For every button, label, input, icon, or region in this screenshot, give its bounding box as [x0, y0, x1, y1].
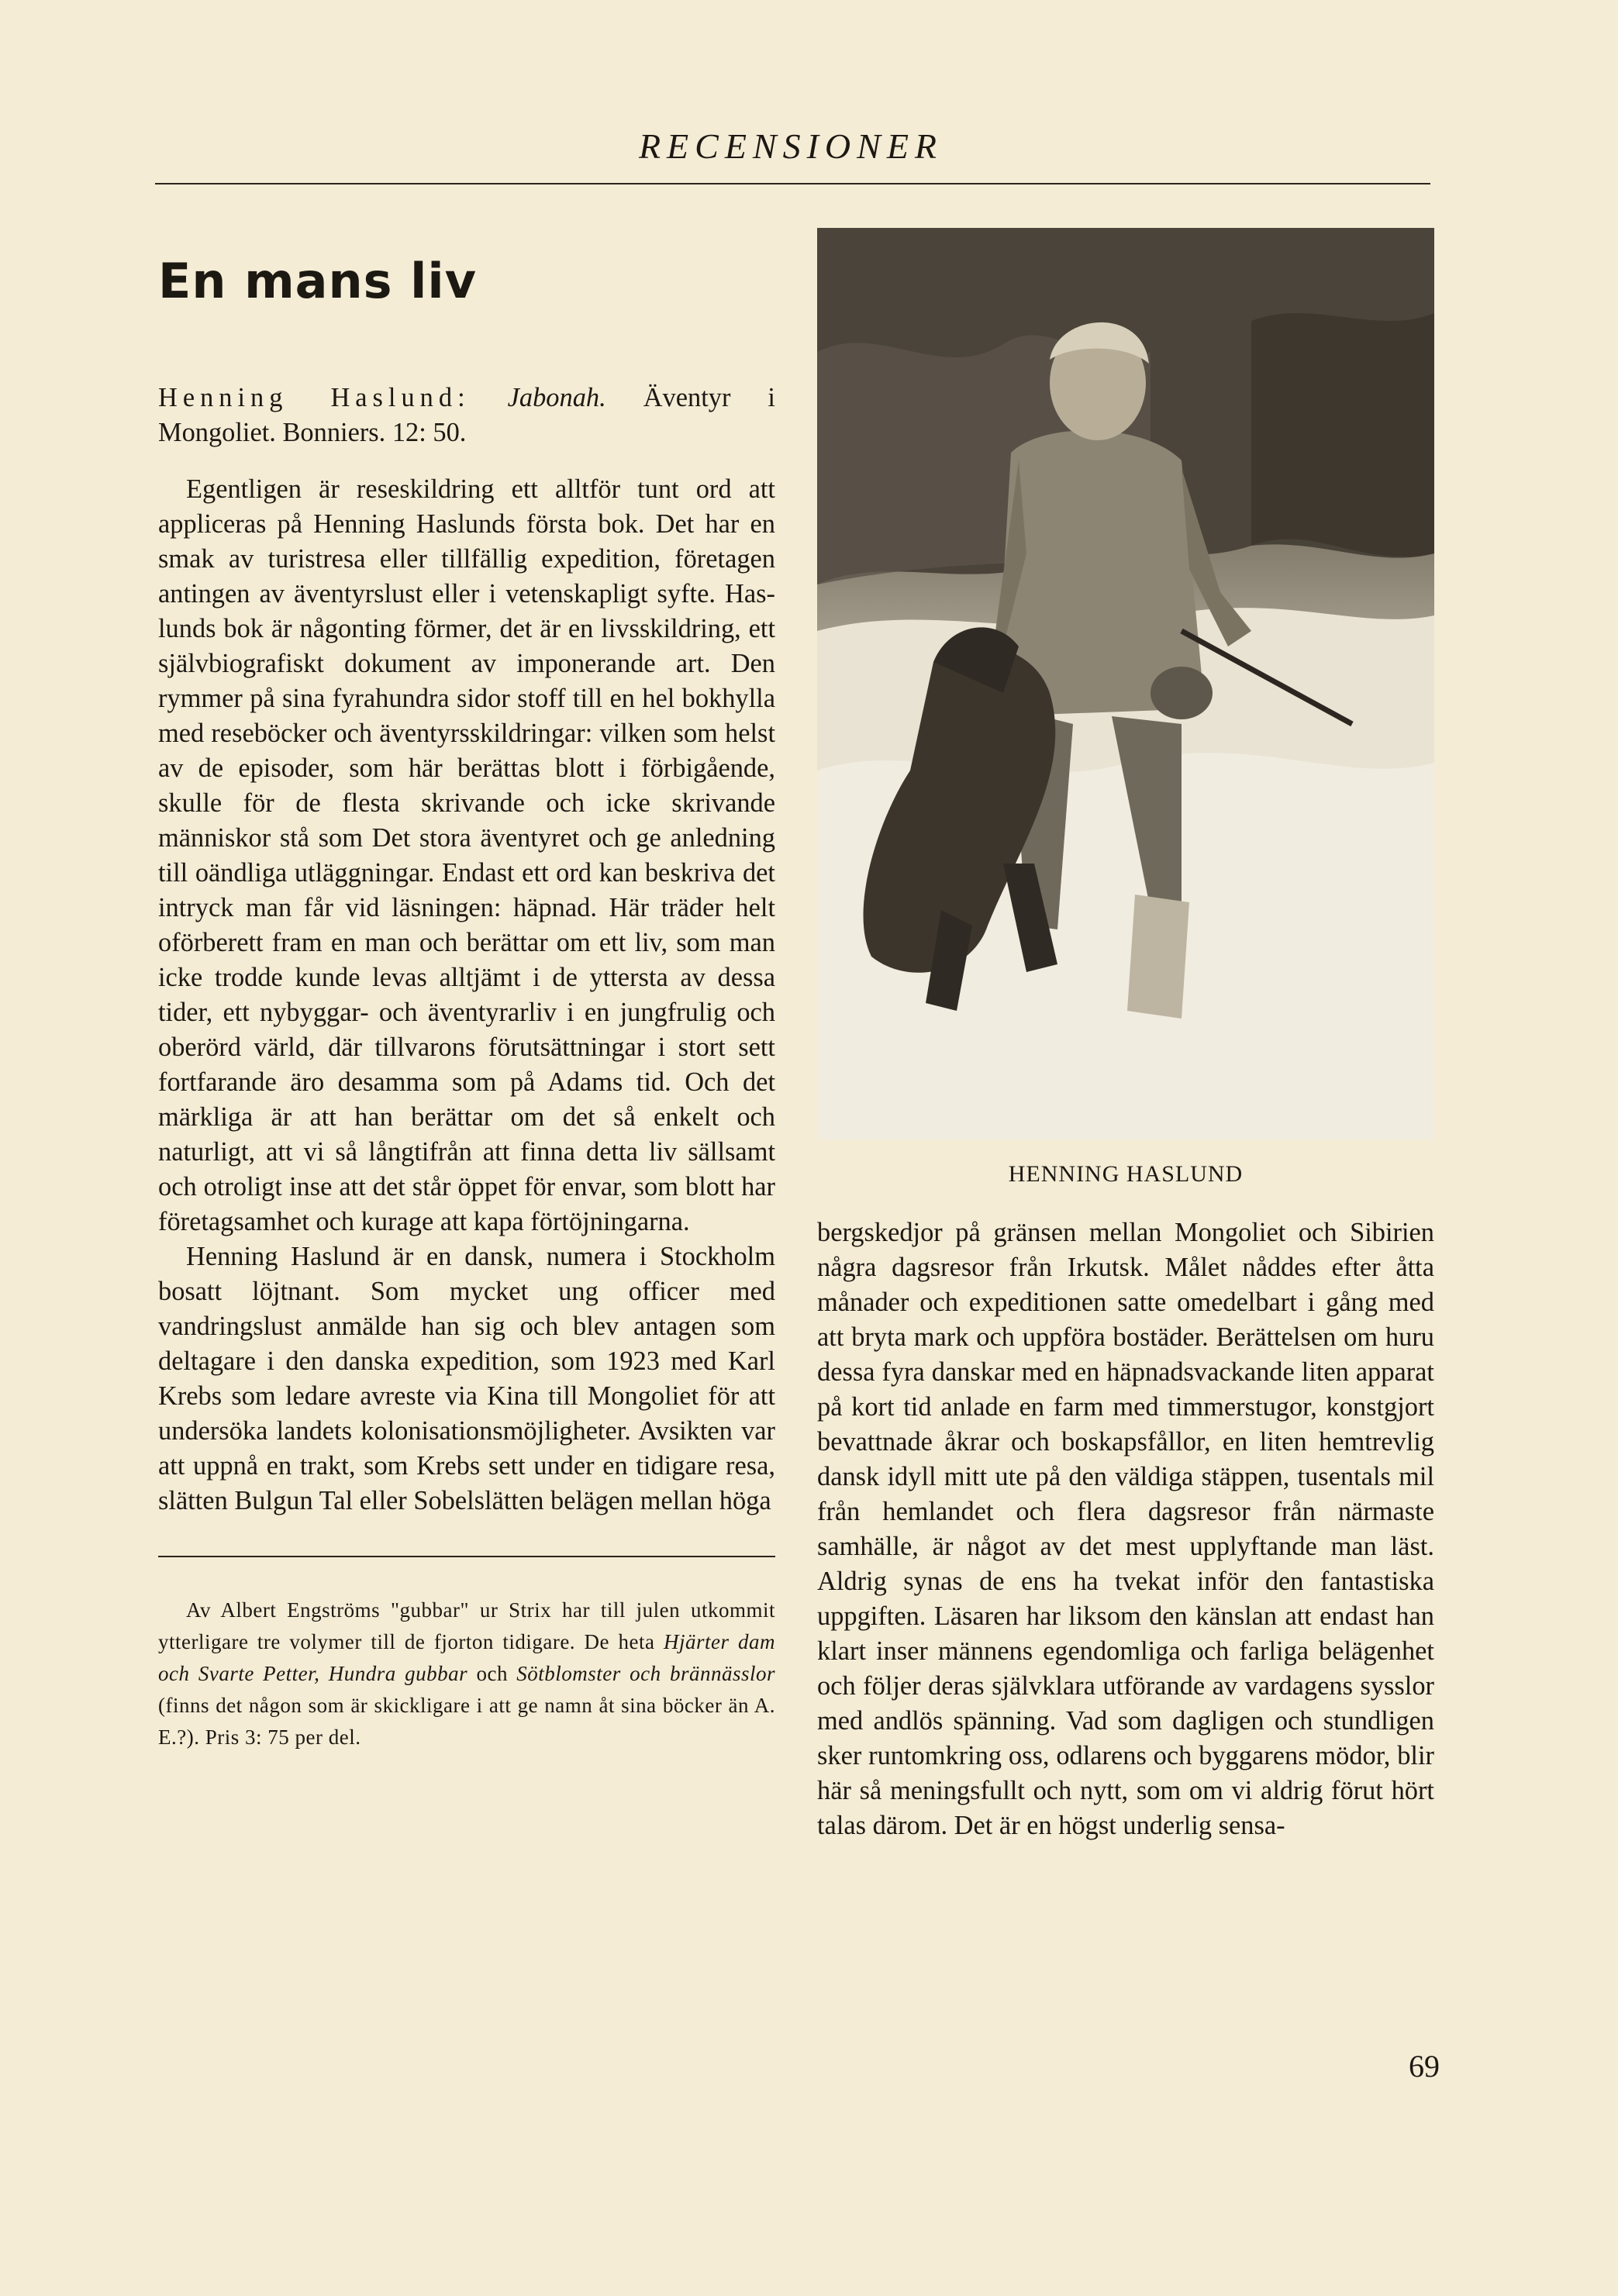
photo-caption: HENNING HASLUND [1008, 1161, 1244, 1187]
portrait-photo [817, 228, 1434, 1139]
paragraph-2: Henning Haslund är en dansk, numera i Stockholm bosatt löjtnant. Som mycket ung officer med vandringslust anmälde han sig och blev antagen som deltagare i den danska expedition, som 1923 med Karl Krebs som ledare avreste via Kina till Mongoliet för att undersöka landets kolonisationsmöjligheter. Avsikten var att uppnå en trakt, som Krebs sett under en tidigare resa, slätten Bulgun Tal eller Sobelslätten belägen mellan höga [158, 1242, 775, 1515]
footnote-text-3: och [467, 1662, 517, 1685]
footnote [158, 1594, 775, 1753]
article-title: En mans liv [158, 253, 478, 309]
right-column [817, 228, 1434, 1843]
citation-book-title: Jabonah. [507, 383, 606, 412]
footnote-text-2 [319, 1662, 328, 1685]
footnote-title-1: Hjärter dam och Svarte Petter, [158, 1630, 775, 1685]
header-rule [155, 183, 1430, 184]
footnote-title-3: Sötblomster och brännässlor [516, 1662, 776, 1685]
left-column [158, 253, 775, 1774]
article-body-left [158, 381, 775, 1519]
citation-author: Henning Haslund: [158, 383, 471, 412]
photo-illustration [817, 228, 1434, 1139]
book-citation [158, 381, 775, 450]
running-head: RECENSIONER [638, 126, 944, 166]
paragraph-3: bergskedjor på gränsen mellan Mongoliet och Sibirien några dagsresor från Irkutsk. Målet nåddes efter åtta månader och expeditionen satte omedelbart i gång med att bryta mark och uppföra bostäder. Berättelsen om huru dessa fyra danskar med en häpnadsvackande liten apparat på kort tid anlade en farm med timmerstugor, konstgjort bevattnade åkrar och boskapsfållor, en liten hemtrevlig dansk idyll mitt ute på den väldiga stäppen, tusentals mil från hemlandet och flera dagsresor från närmaste samhälle, är något av det mest upplyftande man läst. Aldrig synas de ens ha tvekat inför den fantastiska uppgiften. Läsaren har liksom den känslan att endast han klart inser männens egendomliga och farliga belägenhet och följer deras självklara utförande av vardagens sysslor med andlös spänning. Vad som dagligen och stundligen sker runtomkring oss, odlarens och byggarens mödor, blir här så meningsfullt och nytt, som om vi aldrig förut hört talas därom. Det är en högst underlig sensa- [817, 1218, 1434, 1840]
article-body-right [817, 1215, 1434, 1843]
paragraph-1: Egentligen är reseskildring ett alltför tunt ord att appliceras på Henning Haslunds första bok. Det har en smak av turistresa eller tillfällig expedition, företagen antingen av äventyrslust eller i vetenskapligt syfte. Haslunds bok är någonting förmer, det är en livsskildring, ett självbiografiskt dokument av imponerande art. Den rymmer på sina fyrahundra sidor stoff till en hel bokhylla med reseböcker och äventyrsskildringar: vilken som helst av de episoder, som här berättas blott i förbigående, skulle för de flesta skrivande och icke skrivande människor stå som Det stora äventyret och ge anledning till oändliga utläggningar. Endast ett ord kan beskriva det intryck man får vid läsningen: häpnad. Här träder helt oförberett fram en man och berättar om ett liv, som man icke trodde kunde levas alltjämt i de yttersta av dessa tider, ett nybyggar- och äventyrarliv i en jungfrulig och oberörd värld, där tillvarons förutsättningar i stort sett fortfarande äro desamma som på Adams tid. Och det märkliga är att han berättar om det så enkelt och naturligt, att vi så långtifrån att finna detta liv sällsamt och otroligt inse att det står öppet för envar, som blott har företagsamhet och kurage att kapa förtöjningarna. [158, 474, 775, 1236]
footnote-text-1: Av Albert Engströms "gubbar" ur Strix har till julen utkommit ytterligare tre volymer till de fjorton tidigare. De heta [158, 1598, 775, 1653]
page-number: 69 [1409, 2049, 1440, 2084]
footnote-rule [158, 1556, 775, 1557]
footnote-text-4: (finns det någon som är skickligare i att ge namn åt sina böcker än A. E.?). Pris 3: 75 per del. [158, 1694, 775, 1749]
footnote-title-2: Hundra gubbar [328, 1662, 468, 1685]
citation-details: Äventyr i Mongoliet. Bonniers. 12: 50. [158, 383, 775, 447]
